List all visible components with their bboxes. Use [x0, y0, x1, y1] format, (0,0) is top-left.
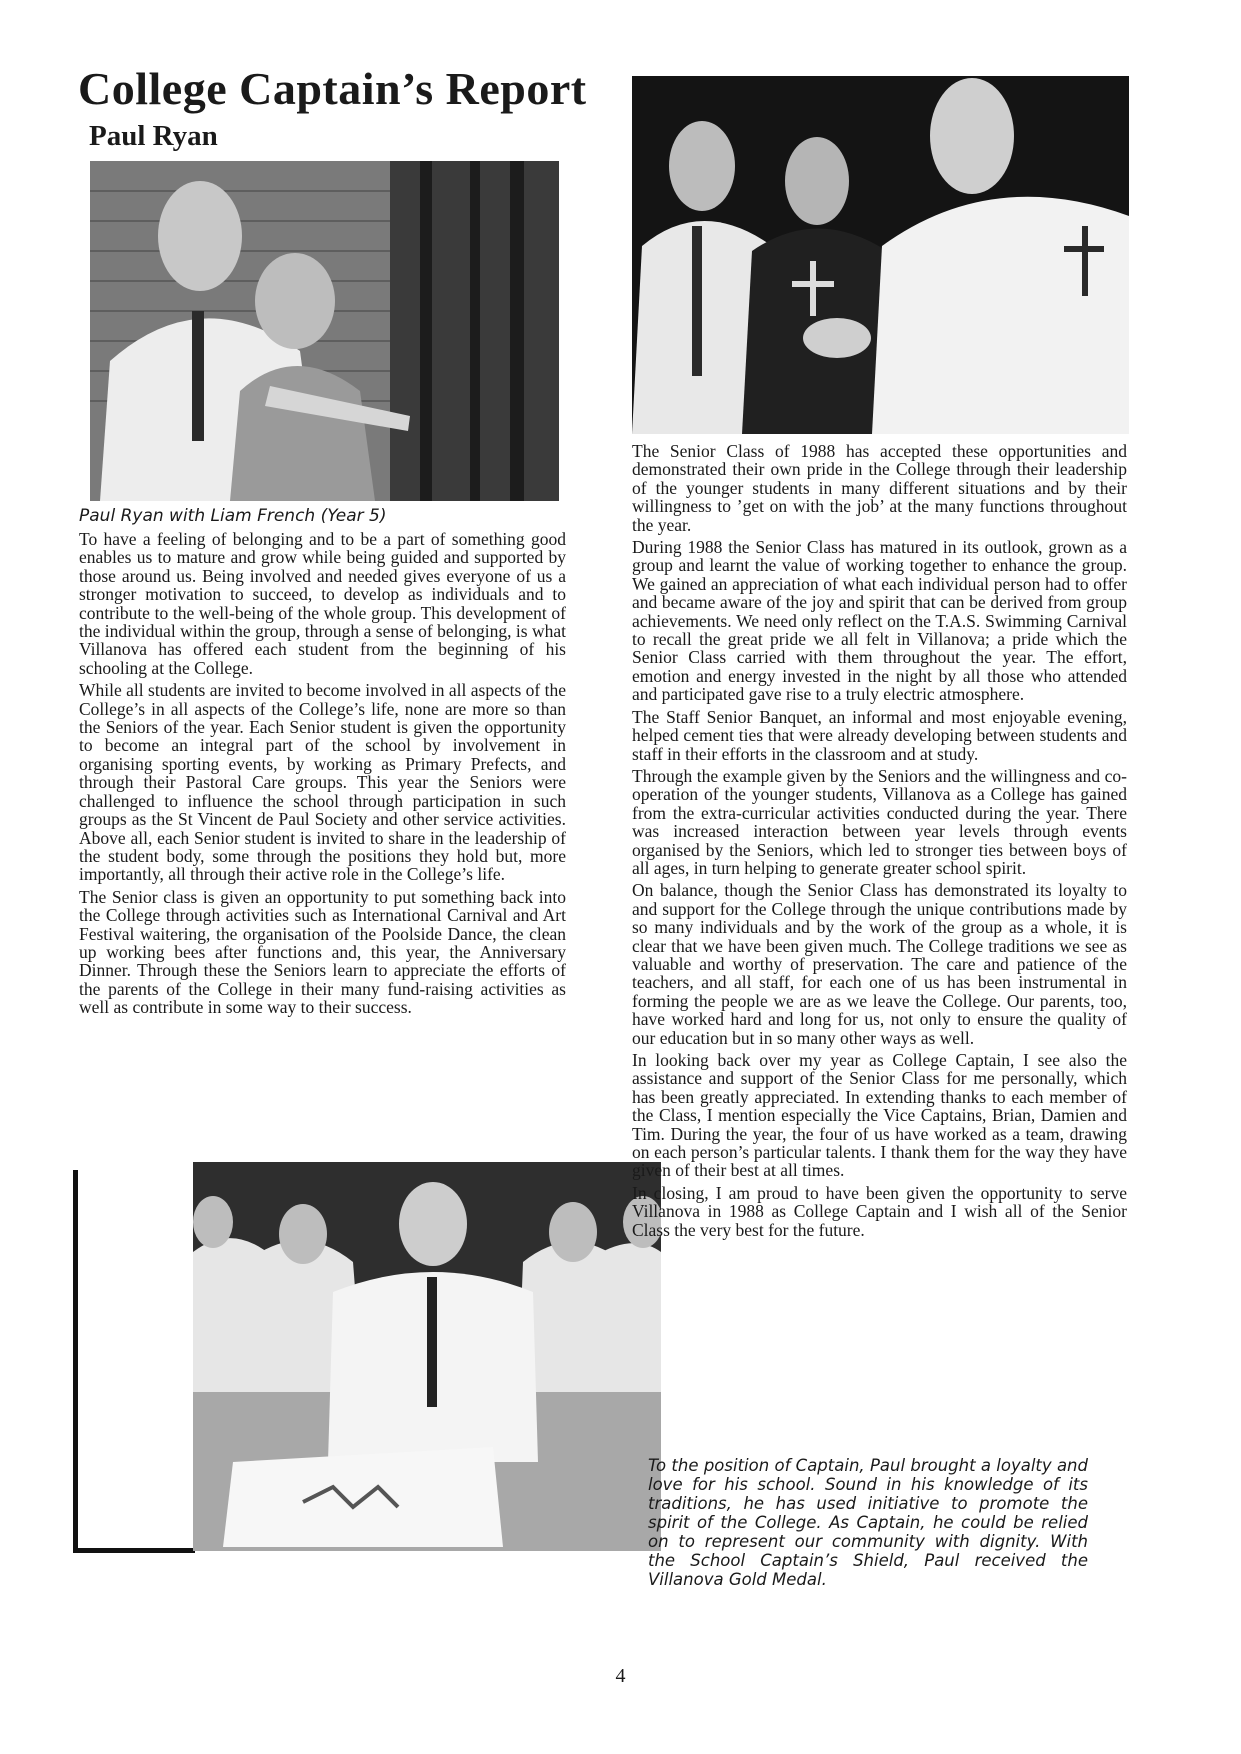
photo-handshake-presentation: [632, 76, 1129, 434]
paragraph: The Staff Senior Banquet, an informal and most enjoyable evening, helped cement ties that were already developing between students and staff in their efforts in the classroom and at study.: [632, 706, 1127, 764]
paragraph: In looking back over my year as College Captain, I see also the assistance and support of the Senior Class for me personally, which has been greatly appreciated. In extending thanks to each member of the Class, I mention especially the Vice Captains, Brian, Damien and Tim. During the year, the four of us have worked as a team, drawing on each person’s particular talents. I thank them for the way they have given of their best at all times.: [632, 1050, 1127, 1181]
decorative-frame-vertical: [73, 1170, 78, 1553]
paragraph: In closing, I am proud to have been given the opportunity to serve Villanova in 1988 as College Captain and I wish all of the Senior Class the very best for the future.: [632, 1182, 1127, 1240]
paragraph: The Senior class is given an opportunity to put something back into the College through activities such as International Carnival and Art Festival waitering, the organisation of the Poolside Dance, the clean up working bees after functions and, this year, the Anniversary Dinner. Through these the Seniors learn to appreciate the efforts of the parents of the College in their many fund-raising activities as well as contribute in some way to their success.: [79, 886, 566, 1018]
page-number: 4: [615, 1665, 626, 1687]
paragraph: To have a feeling of belonging and to be a part of something good enables us to mature and grow while being guided and supported by those around us. Being involved and needed gives everyone of us a stronger motivation to succeed, to develop as individuals and to contribute to the well-being of the whole group. This development of the individual within the group, through a sense of belonging, is what Villanova has offered each student from the beginning of his schooling at the College.: [79, 529, 566, 678]
tribute-citation: To the position of Captain, Paul brought a loyalty and love for his school. Sound in his knowledge of its traditions, he has used initiative to promote the spirit of the College. As Captain, he could be relied on to represent our community with dignity. With the School Captain’s Shield, Paul received the Villanova Gold Medal.: [648, 1456, 1088, 1589]
paragraph: Through the example given by the Seniors and the willingness and co-operation of the younger students, Villanova as a College has gained from the extra-curricular activities conducted during the year. There was increased interaction between year levels through events organised by the Seniors, which led to stronger ties between boys of all ages, in turn helping to generate greater school spirit.: [632, 765, 1127, 878]
photo-caption: Paul Ryan with Liam French (Year 5): [79, 506, 387, 526]
article-left-column: [79, 530, 566, 1021]
paragraph: During 1988 the Senior Class has matured in its outlook, grown as a group and learnt the value of working together to enhance the group. We gained an appreciation of what each individual person had to offer and became aware of the joy and spirit that can be derived from group achievements. We need only reflect on the T.A.S. Swimming Carnival to recall the great pride we all felt in Villanova; a pride which the Senior Class carried with them throughout the year. The effort, emotion and energy invested in the night by all those who attended and participated gave rise to a truly electric atmosphere.: [632, 537, 1127, 705]
photo-students-at-wall: [90, 161, 559, 501]
page-title: College Captain’s Report: [78, 63, 587, 114]
author-byline: Paul Ryan: [89, 120, 218, 152]
paragraph: While all students are invited to become involved in all aspects of the College’s in all aspects of the College’s life, none are more so than the Seniors of the year. Each Senior student is given the opportunity to become an integral part of the school by involvement in organising sporting events, by working as Primary Prefects, and through their Pastoral Care groups. This year the Seniors were challenged to influence the school through participation in such groups as the St Vincent de Paul Society and other service activities. Above all, each Senior student is invited to share in the leadership of the student body, some through the positions they hold but, more importantly, all through their active role in the College’s life.: [79, 680, 566, 885]
paragraph: On balance, though the Senior Class has demonstrated its loyalty to and support for the College through the unique contributions made by so many individuals and by the work of the group as a whole, it is clear that we have been given much. The College traditions we see as valuable and worthy of preservation. The care and patience of the teachers, and all staff, for each one of us has been instrumental in forming the people we are as we leave the College. Our parents, too, have worked hard and long for us, not only to ensure the quality of our education but in so many other ways as well.: [632, 880, 1127, 1048]
paragraph: The Senior Class of 1988 has accepted these opportunities and demonstrated their own pride in the College through their leadership of the younger students in many different situations and by their willingness to ’get on with the job’ at the many functions throughout the year.: [632, 441, 1127, 535]
decorative-frame-horizontal: [73, 1548, 195, 1553]
photo-cake-cutting: [193, 1162, 661, 1551]
article-right-column: [632, 442, 1127, 1243]
